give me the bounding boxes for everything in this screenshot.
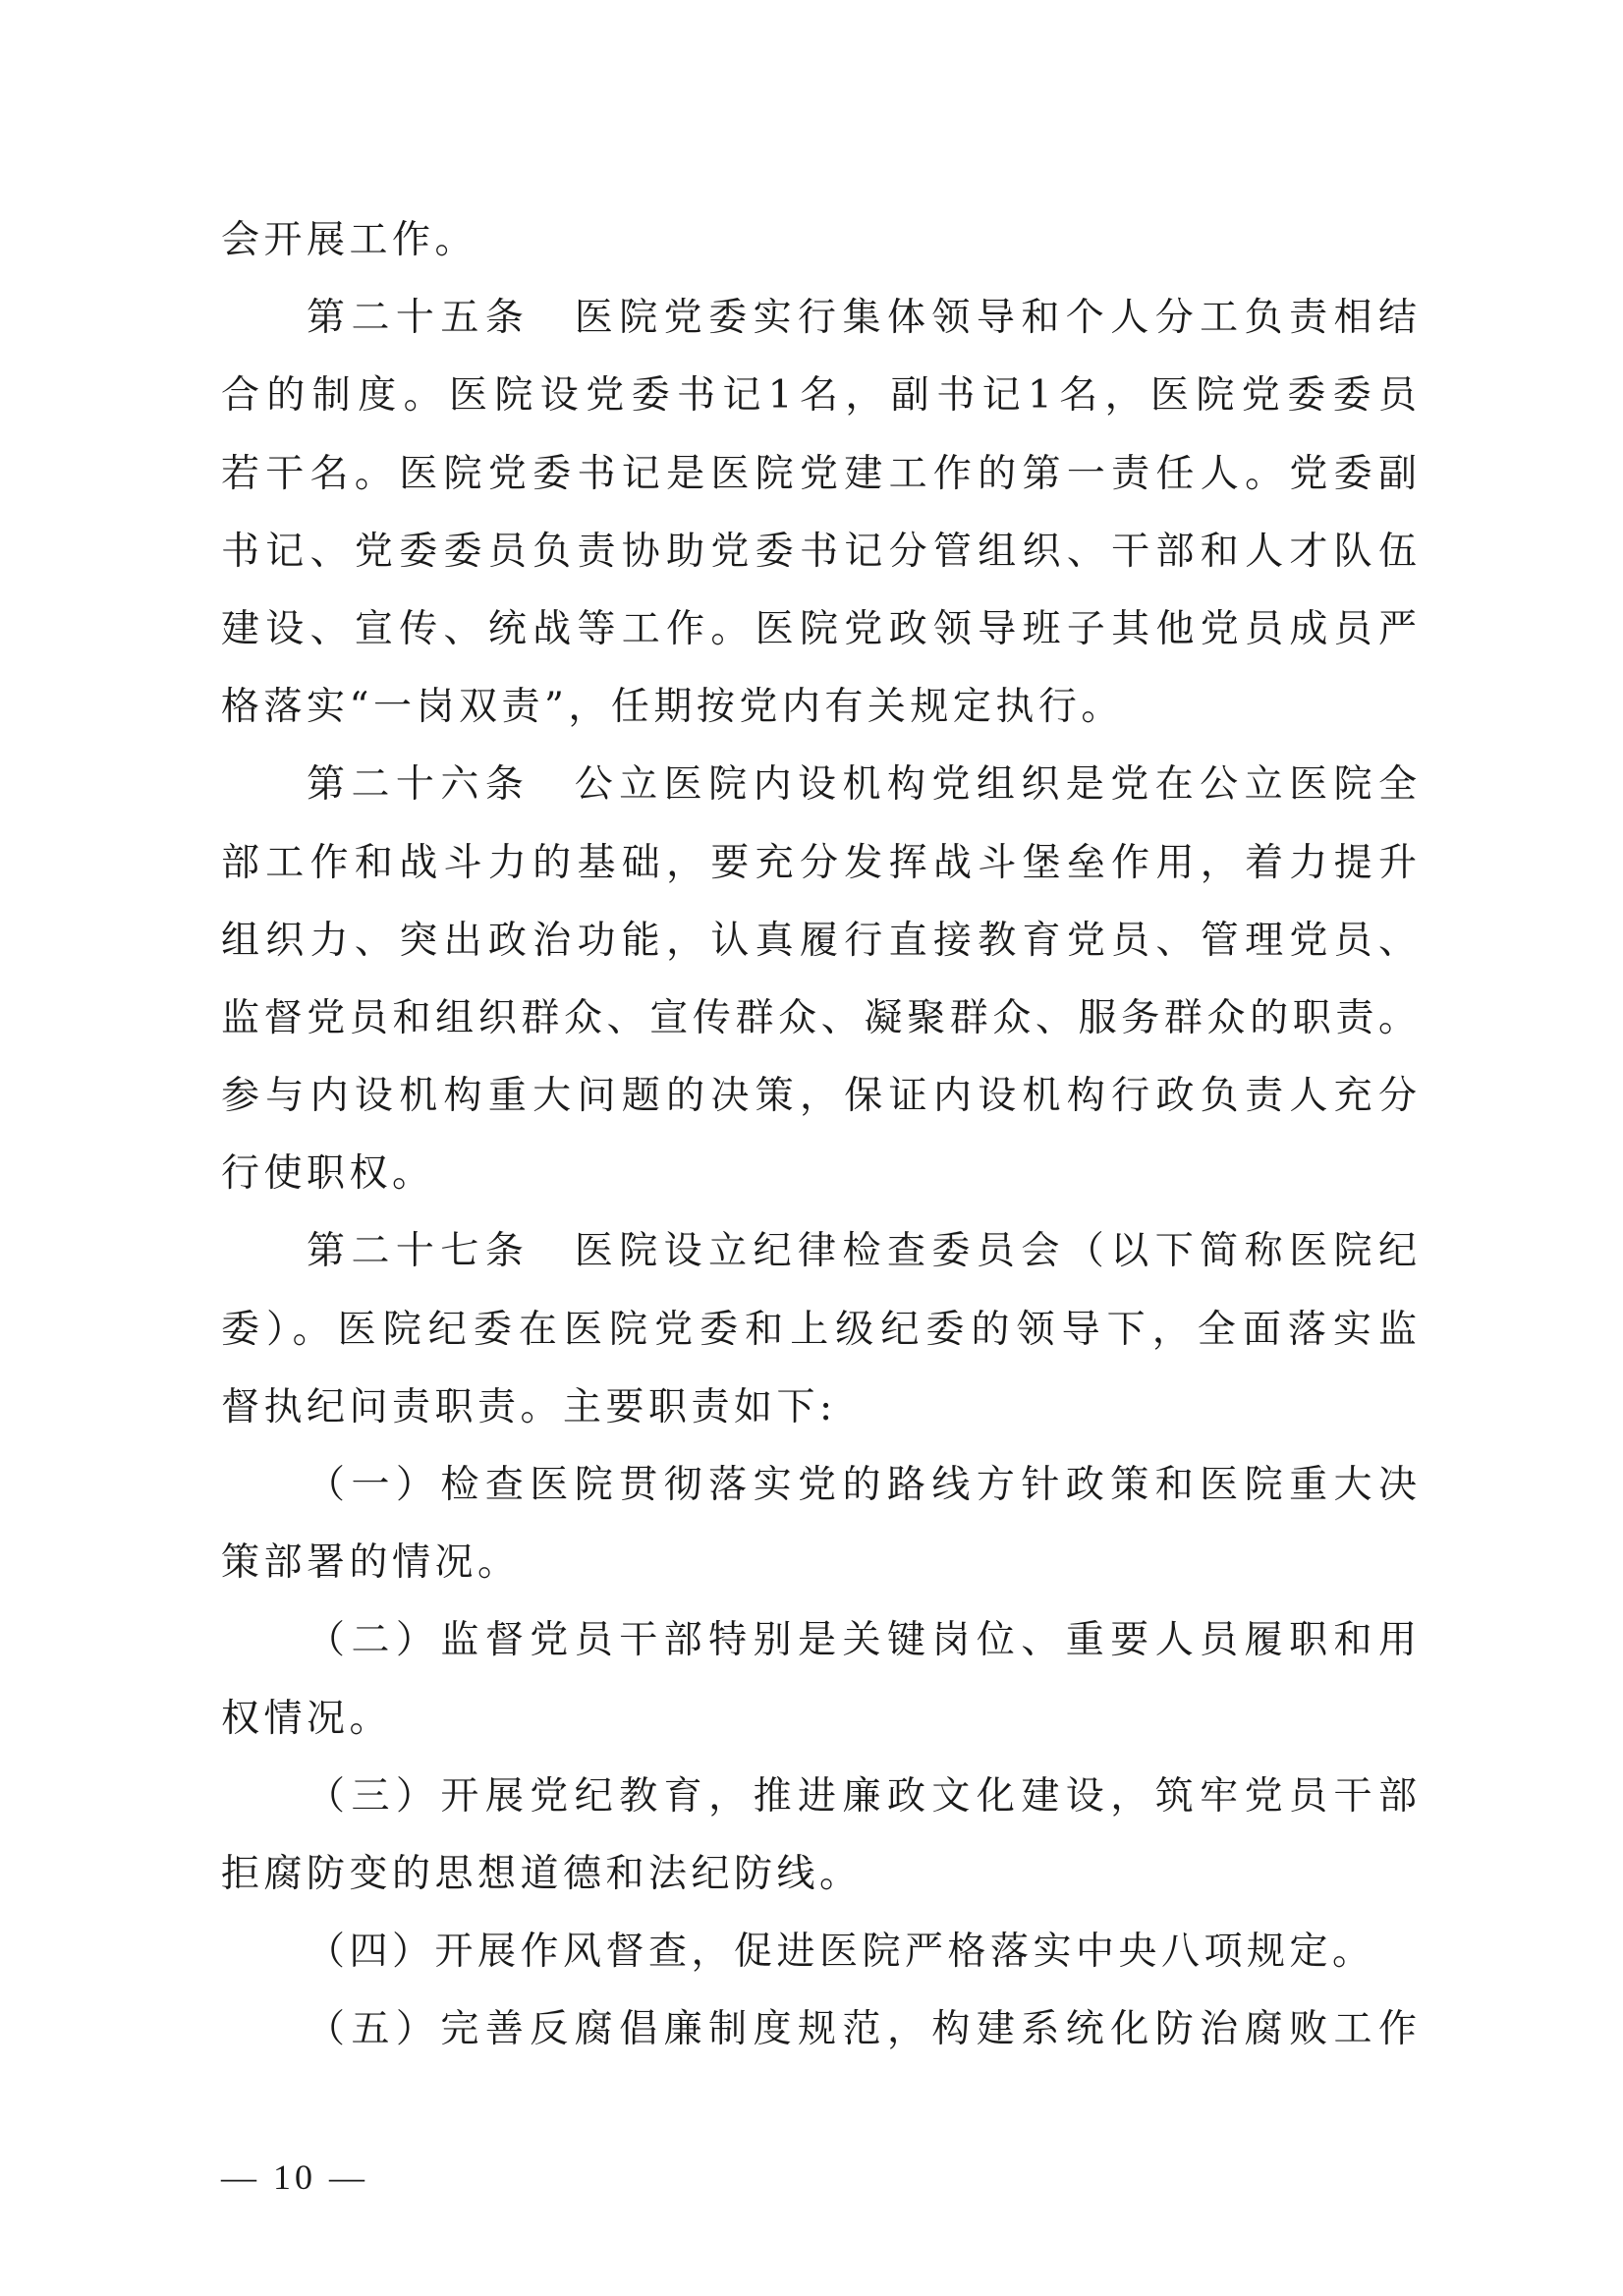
text-line: 若干名。医院党委书记是医院党建工作的第一责任人。党委副 [221, 451, 1417, 496]
list-item [221, 1446, 1417, 1601]
text-line: 组织力、突出政治功能，认真履行直接教育党员、管理党员、 [221, 918, 1417, 963]
text-line: （二）监督党员干部特别是关键岗位、重要人员履职和用 [307, 1618, 1417, 1663]
text-line: 第二十五条 医院党委实行集体领导和个人分工负责相结 [307, 296, 1417, 341]
paragraph-article-25 [221, 279, 1417, 746]
paragraph-article-27 [221, 1212, 1417, 1446]
text-line: 格落实“一岗双责”，任期按党内有关规定执行。 [221, 685, 1124, 730]
text-line: 建设、宣传、统战等工作。医院党政领导班子其他党员成员严 [221, 606, 1417, 651]
list-item [221, 1990, 1417, 2068]
list-item [221, 1758, 1417, 1913]
text-line: （一）检查医院贯彻落实党的路线方针政策和医院重大决 [307, 1463, 1417, 1507]
text-line: 书记、党委委员负责协助党委书记分管组织、干部和人才队伍 [221, 529, 1417, 574]
text-line: 策部署的情况。 [221, 1540, 521, 1586]
document-body [221, 201, 1417, 2069]
paragraph [221, 201, 1417, 279]
list-item [221, 1913, 1417, 1990]
text-line: （四）开展作风督查，促进医院严格落实中央八项规定。 [307, 1930, 1375, 1975]
text-line: （三）开展党纪教育，推进廉政文化建设，筑牢党员干部 [307, 1773, 1417, 1819]
text-line: 会开展工作。 [221, 218, 478, 262]
text-line: 拒腐防变的思想道德和法纪防线。 [221, 1851, 863, 1896]
text-line: 权情况。 [221, 1696, 393, 1741]
text-line: （五）完善反腐倡廉制度规范，构建系统化防治腐败工作 [307, 2007, 1417, 2052]
text-line: 第二十六条 公立医院内设机构党组织是党在公立医院全 [307, 762, 1417, 808]
list-item [221, 1601, 1417, 1757]
text-line: 行使职权。 [221, 1151, 435, 1197]
page-number: — 10 — [221, 2157, 368, 2197]
text-line: 合的制度。医院设党委书记1名，副书记1名，医院党委委员 [221, 373, 1417, 419]
text-line: 参与内设机构重大问题的决策，保证内设机构行政负责人充分 [221, 1074, 1417, 1119]
text-line: 监督党员和组织群众、宣传群众、凝聚群众、服务群众的职责。 [221, 995, 1417, 1040]
text-line: 委）。医院纪委在医院党委和上级纪委的领导下，全面落实监 [221, 1307, 1417, 1352]
paragraph-article-26 [221, 746, 1417, 1212]
text-line: 部工作和战斗力的基础，要充分发挥战斗堡垒作用，着力提升 [221, 840, 1417, 885]
text-line: 第二十七条 医院设立纪律检查委员会（以下简称医院纪 [307, 1229, 1417, 1274]
text-line: 督执纪问责职责。主要职责如下: [221, 1384, 837, 1429]
